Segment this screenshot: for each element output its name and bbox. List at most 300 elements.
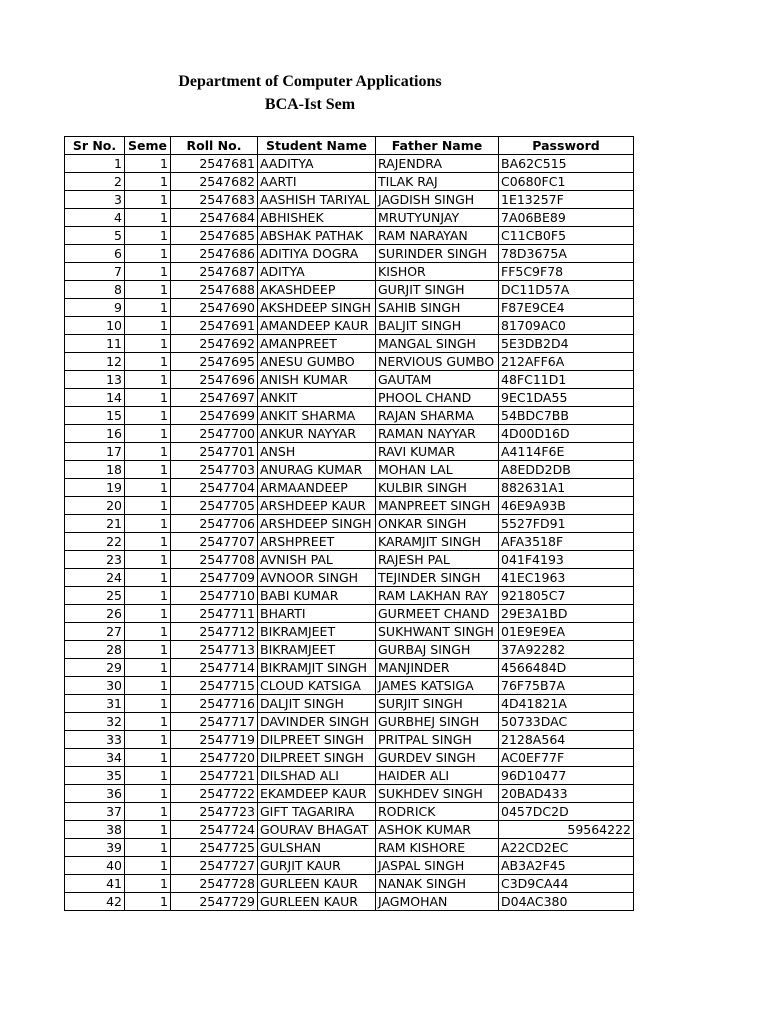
password-cell: 9EC1DA55 (499, 389, 634, 407)
father-name-cell: RAM NARAYAN (376, 227, 499, 245)
seme-cell: 1 (125, 749, 171, 767)
password-cell: 96D10477 (499, 767, 634, 785)
student-name-cell: AVNOOR SINGH (258, 569, 376, 587)
seme-cell: 1 (125, 353, 171, 371)
seme-cell: 1 (125, 335, 171, 353)
page-subtitle: BCA-Ist Sem (264, 96, 356, 113)
sr-no-cell: 11 (65, 335, 125, 353)
father-name-cell: TILAK RAJ (376, 173, 499, 191)
password-cell: 29E3A1BD (499, 605, 634, 623)
sr-no-cell: 20 (65, 497, 125, 515)
password-cell: FF5C9F78 (499, 263, 634, 281)
father-name-cell: RAVI KUMAR (376, 443, 499, 461)
seme-cell: 1 (125, 263, 171, 281)
sr-no-cell: 27 (65, 623, 125, 641)
student-name-cell: GULSHAN (258, 839, 376, 857)
password-cell: 78D3675A (499, 245, 634, 263)
roll-no-cell: 2547701 (171, 443, 258, 461)
roll-no-cell: 2547721 (171, 767, 258, 785)
student-name-cell: GURLEEN KAUR (258, 875, 376, 893)
father-name-cell: GURBAJ SINGH (376, 641, 499, 659)
sr-no-cell: 34 (65, 749, 125, 767)
roll-no-cell: 2547729 (171, 893, 258, 911)
roll-no-cell: 2547719 (171, 731, 258, 749)
father-name-cell: MANGAL SINGH (376, 335, 499, 353)
password-cell: 5527FD91 (499, 515, 634, 533)
sr-no-cell: 6 (65, 245, 125, 263)
student-name-cell: CLOUD KATSIGA (258, 677, 376, 695)
sr-no-cell: 10 (65, 317, 125, 335)
table-row (65, 173, 634, 191)
sr-no-cell: 1 (65, 155, 125, 173)
student-name-cell: ANSH (258, 443, 376, 461)
father-name-cell: TEJINDER SINGH (376, 569, 499, 587)
table-row (65, 767, 634, 785)
father-name-cell: SAHIB SINGH (376, 299, 499, 317)
roll-no-cell: 2547688 (171, 281, 258, 299)
table-row (65, 803, 634, 821)
sr-no-cell: 28 (65, 641, 125, 659)
seme-cell: 1 (125, 209, 171, 227)
roll-no-cell: 2547728 (171, 875, 258, 893)
password-cell: F87E9CE4 (499, 299, 634, 317)
seme-cell: 1 (125, 533, 171, 551)
password-cell: A4114F6E (499, 443, 634, 461)
student-name-cell: AMANPREET (258, 335, 376, 353)
password-cell: C0680FC1 (499, 173, 634, 191)
sr-no-cell: 24 (65, 569, 125, 587)
password-cell: 1E13257F (499, 191, 634, 209)
seme-cell: 1 (125, 695, 171, 713)
roll-no-cell: 2547703 (171, 461, 258, 479)
sr-no-cell: 5 (65, 227, 125, 245)
student-table (64, 136, 634, 911)
seme-cell: 1 (125, 317, 171, 335)
table-row (65, 785, 634, 803)
sr-no-cell: 37 (65, 803, 125, 821)
password-cell: 54BDC7BB (499, 407, 634, 425)
father-name-cell: KISHOR (376, 263, 499, 281)
father-name-cell: RAMAN NAYYAR (376, 425, 499, 443)
roll-no-cell: 2547713 (171, 641, 258, 659)
father-name-cell: GURJIT SINGH (376, 281, 499, 299)
father-name-cell: BALJIT SINGH (376, 317, 499, 335)
table-row (65, 605, 634, 623)
student-name-cell: DILPREET SINGH (258, 731, 376, 749)
father-name-cell: PHOOL CHAND (376, 389, 499, 407)
header-father-name: Father Name (376, 137, 499, 155)
table-row (65, 839, 634, 857)
roll-no-cell: 2547717 (171, 713, 258, 731)
sr-no-cell: 36 (65, 785, 125, 803)
seme-cell: 1 (125, 461, 171, 479)
seme-cell: 1 (125, 875, 171, 893)
table-row (65, 389, 634, 407)
seme-cell: 1 (125, 299, 171, 317)
student-name-cell: AKASHDEEP (258, 281, 376, 299)
table-body (65, 155, 634, 911)
student-name-cell: AADITYA (258, 155, 376, 173)
table-row (65, 227, 634, 245)
password-cell: 2128A564 (499, 731, 634, 749)
seme-cell: 1 (125, 821, 171, 839)
table-row (65, 155, 634, 173)
father-name-cell: NANAK SINGH (376, 875, 499, 893)
father-name-cell: RAM KISHORE (376, 839, 499, 857)
roll-no-cell: 2547727 (171, 857, 258, 875)
table-row (65, 191, 634, 209)
roll-no-cell: 2547712 (171, 623, 258, 641)
roll-no-cell: 2547704 (171, 479, 258, 497)
password-cell: 921805C7 (499, 587, 634, 605)
seme-cell: 1 (125, 281, 171, 299)
student-name-cell: ANKIT (258, 389, 376, 407)
header-roll-no: Roll No. (171, 137, 258, 155)
table-row (65, 857, 634, 875)
student-name-cell: ABSHAK PATHAK (258, 227, 376, 245)
father-name-cell: JAMES KATSIGA (376, 677, 499, 695)
roll-no-cell: 2547711 (171, 605, 258, 623)
password-cell: 0457DC2D (499, 803, 634, 821)
sr-no-cell: 15 (65, 407, 125, 425)
seme-cell: 1 (125, 731, 171, 749)
seme-cell: 1 (125, 497, 171, 515)
table-row (65, 569, 634, 587)
student-name-cell: BIKRAMJEET (258, 623, 376, 641)
table-row (65, 479, 634, 497)
sr-no-cell: 2 (65, 173, 125, 191)
father-name-cell: KARAMJIT SINGH (376, 533, 499, 551)
student-name-cell: ARMAANDEEP (258, 479, 376, 497)
roll-no-cell: 2547724 (171, 821, 258, 839)
father-name-cell: MRUTYUNJAY (376, 209, 499, 227)
father-name-cell: HAIDER ALI (376, 767, 499, 785)
roll-no-cell: 2547686 (171, 245, 258, 263)
password-cell: 882631A1 (499, 479, 634, 497)
father-name-cell: RAM LAKHAN RAY (376, 587, 499, 605)
password-cell: DC11D57A (499, 281, 634, 299)
student-name-cell: ADITYA (258, 263, 376, 281)
seme-cell: 1 (125, 767, 171, 785)
roll-no-cell: 2547695 (171, 353, 258, 371)
sr-no-cell: 25 (65, 587, 125, 605)
table-row (65, 281, 634, 299)
father-name-cell: PRITPAL SINGH (376, 731, 499, 749)
password-cell: C3D9CA44 (499, 875, 634, 893)
sr-no-cell: 38 (65, 821, 125, 839)
father-name-cell: NERVIOUS GUMBO (376, 353, 499, 371)
password-cell: A8EDD2DB (499, 461, 634, 479)
father-name-cell: GURBHEJ SINGH (376, 713, 499, 731)
father-name-cell: MOHAN LAL (376, 461, 499, 479)
password-cell: 041F4193 (499, 551, 634, 569)
seme-cell: 1 (125, 425, 171, 443)
sr-no-cell: 3 (65, 191, 125, 209)
student-name-cell: DILSHAD ALI (258, 767, 376, 785)
seme-cell: 1 (125, 893, 171, 911)
table-row (65, 353, 634, 371)
roll-no-cell: 2547709 (171, 569, 258, 587)
password-cell: 4566484D (499, 659, 634, 677)
father-name-cell: SURINDER SINGH (376, 245, 499, 263)
father-name-cell: RAJESH PAL (376, 551, 499, 569)
seme-cell: 1 (125, 605, 171, 623)
father-name-cell: JAGDISH SINGH (376, 191, 499, 209)
sr-no-cell: 14 (65, 389, 125, 407)
roll-no-cell: 2547691 (171, 317, 258, 335)
table-row (65, 821, 634, 839)
table-row (65, 371, 634, 389)
sr-no-cell: 33 (65, 731, 125, 749)
seme-cell: 1 (125, 407, 171, 425)
table-row (65, 641, 634, 659)
seme-cell: 1 (125, 479, 171, 497)
table-row (65, 695, 634, 713)
roll-no-cell: 2547687 (171, 263, 258, 281)
password-cell: C11CB0F5 (499, 227, 634, 245)
password-cell: AC0EF77F (499, 749, 634, 767)
seme-cell: 1 (125, 173, 171, 191)
student-name-cell: DILPREET SINGH (258, 749, 376, 767)
table-row (65, 263, 634, 281)
seme-cell: 1 (125, 371, 171, 389)
table-row (65, 749, 634, 767)
table-row (65, 551, 634, 569)
student-name-cell: GIFT TAGARIRA (258, 803, 376, 821)
father-name-cell: MANJINDER (376, 659, 499, 677)
father-name-cell: SUKHDEV SINGH (376, 785, 499, 803)
header-password: Password (499, 137, 634, 155)
password-cell: 59564222 (499, 821, 634, 839)
roll-no-cell: 2547716 (171, 695, 258, 713)
sr-no-cell: 16 (65, 425, 125, 443)
sr-no-cell: 9 (65, 299, 125, 317)
table-row (65, 533, 634, 551)
father-name-cell: SURJIT SINGH (376, 695, 499, 713)
student-name-cell: AVNISH PAL (258, 551, 376, 569)
student-name-cell: BHARTI (258, 605, 376, 623)
roll-no-cell: 2547696 (171, 371, 258, 389)
sr-no-cell: 12 (65, 353, 125, 371)
seme-cell: 1 (125, 155, 171, 173)
father-name-cell: SUKHWANT SINGH (376, 623, 499, 641)
password-cell: 46E9A93B (499, 497, 634, 515)
sr-no-cell: 32 (65, 713, 125, 731)
header-seme: Seme (125, 137, 171, 155)
sr-no-cell: 23 (65, 551, 125, 569)
seme-cell: 1 (125, 227, 171, 245)
roll-no-cell: 2547714 (171, 659, 258, 677)
seme-cell: 1 (125, 389, 171, 407)
seme-cell: 1 (125, 515, 171, 533)
table-row (65, 335, 634, 353)
father-name-cell: RODRICK (376, 803, 499, 821)
roll-no-cell: 2547707 (171, 533, 258, 551)
seme-cell: 1 (125, 785, 171, 803)
student-name-cell: GURJIT KAUR (258, 857, 376, 875)
sr-no-cell: 8 (65, 281, 125, 299)
page-title: Department of Computer Applications (178, 73, 442, 90)
father-name-cell: RAJAN SHARMA (376, 407, 499, 425)
father-name-cell: JAGMOHAN (376, 893, 499, 911)
password-cell: 48FC11D1 (499, 371, 634, 389)
student-name-cell: ARSHDEEP KAUR (258, 497, 376, 515)
sr-no-cell: 31 (65, 695, 125, 713)
table-row (65, 317, 634, 335)
sr-no-cell: 35 (65, 767, 125, 785)
table-row (65, 245, 634, 263)
table-row (65, 677, 634, 695)
seme-cell: 1 (125, 623, 171, 641)
table-row (65, 497, 634, 515)
password-cell: 41EC1963 (499, 569, 634, 587)
father-name-cell: GURMEET CHAND (376, 605, 499, 623)
sr-no-cell: 19 (65, 479, 125, 497)
student-name-cell: EKAMDEEP KAUR (258, 785, 376, 803)
table-row (65, 461, 634, 479)
student-name-cell: ANISH KUMAR (258, 371, 376, 389)
roll-no-cell: 2547685 (171, 227, 258, 245)
table-row (65, 425, 634, 443)
sr-no-cell: 7 (65, 263, 125, 281)
roll-no-cell: 2547725 (171, 839, 258, 857)
father-name-cell: RAJENDRA (376, 155, 499, 173)
student-name-cell: BIKRAMJIT SINGH (258, 659, 376, 677)
password-cell: D04AC380 (499, 893, 634, 911)
table-row (65, 713, 634, 731)
student-name-cell: ARSHDEEP SINGH (258, 515, 376, 533)
roll-no-cell: 2547684 (171, 209, 258, 227)
sr-no-cell: 18 (65, 461, 125, 479)
password-cell: AFA3518F (499, 533, 634, 551)
table-row (65, 623, 634, 641)
roll-no-cell: 2547700 (171, 425, 258, 443)
table-row (65, 731, 634, 749)
seme-cell: 1 (125, 587, 171, 605)
student-name-cell: AKSHDEEP SINGH (258, 299, 376, 317)
seme-cell: 1 (125, 551, 171, 569)
roll-no-cell: 2547720 (171, 749, 258, 767)
father-name-cell: JASPAL SINGH (376, 857, 499, 875)
sr-no-cell: 22 (65, 533, 125, 551)
roll-no-cell: 2547690 (171, 299, 258, 317)
table-row (65, 515, 634, 533)
roll-no-cell: 2547705 (171, 497, 258, 515)
seme-cell: 1 (125, 443, 171, 461)
seme-cell: 1 (125, 641, 171, 659)
seme-cell: 1 (125, 839, 171, 857)
student-name-cell: AMANDEEP KAUR (258, 317, 376, 335)
password-cell: 01E9E9EA (499, 623, 634, 641)
seme-cell: 1 (125, 803, 171, 821)
sr-no-cell: 30 (65, 677, 125, 695)
roll-no-cell: 2547715 (171, 677, 258, 695)
table-row (65, 443, 634, 461)
roll-no-cell: 2547697 (171, 389, 258, 407)
seme-cell: 1 (125, 569, 171, 587)
sr-no-cell: 40 (65, 857, 125, 875)
sr-no-cell: 4 (65, 209, 125, 227)
password-cell: AB3A2F45 (499, 857, 634, 875)
seme-cell: 1 (125, 191, 171, 209)
password-cell: 76F75B7A (499, 677, 634, 695)
table-row (65, 893, 634, 911)
student-name-cell: ARSHPREET (258, 533, 376, 551)
father-name-cell: ASHOK KUMAR (376, 821, 499, 839)
student-name-cell: BIKRAMJEET (258, 641, 376, 659)
student-name-cell: GOURAV BHAGAT (258, 821, 376, 839)
roll-no-cell: 2547722 (171, 785, 258, 803)
student-name-cell: ADITIYA DOGRA (258, 245, 376, 263)
password-cell: 5E3DB2D4 (499, 335, 634, 353)
student-name-cell: ANKUR NAYYAR (258, 425, 376, 443)
sr-no-cell: 29 (65, 659, 125, 677)
roll-no-cell: 2547723 (171, 803, 258, 821)
seme-cell: 1 (125, 857, 171, 875)
student-name-cell: GURLEEN KAUR (258, 893, 376, 911)
table-row (65, 587, 634, 605)
roll-no-cell: 2547681 (171, 155, 258, 173)
password-cell: 50733DAC (499, 713, 634, 731)
seme-cell: 1 (125, 245, 171, 263)
password-cell: A22CD2EC (499, 839, 634, 857)
table-row (65, 659, 634, 677)
password-cell: 20BAD433 (499, 785, 634, 803)
student-name-cell: BABI KUMAR (258, 587, 376, 605)
header-sr-no: Sr No. (65, 137, 125, 155)
roll-no-cell: 2547682 (171, 173, 258, 191)
father-name-cell: ONKAR SINGH (376, 515, 499, 533)
father-name-cell: KULBIR SINGH (376, 479, 499, 497)
table-row (65, 209, 634, 227)
header-student-name: Student Name (258, 137, 376, 155)
password-cell: 4D41821A (499, 695, 634, 713)
sr-no-cell: 21 (65, 515, 125, 533)
student-name-cell: ANKIT SHARMA (258, 407, 376, 425)
student-name-cell: AASHISH TARIYAL (258, 191, 376, 209)
password-cell: 212AFF6A (499, 353, 634, 371)
student-name-cell: ANURAG KUMAR (258, 461, 376, 479)
student-name-cell: DALJIT SINGH (258, 695, 376, 713)
student-name-cell: DAVINDER SINGH (258, 713, 376, 731)
password-cell: 4D00D16D (499, 425, 634, 443)
password-cell: 7A06BE89 (499, 209, 634, 227)
father-name-cell: MANPREET SINGH (376, 497, 499, 515)
sr-no-cell: 41 (65, 875, 125, 893)
seme-cell: 1 (125, 659, 171, 677)
table-header-row (65, 137, 634, 155)
seme-cell: 1 (125, 713, 171, 731)
roll-no-cell: 2547683 (171, 191, 258, 209)
student-name-cell: ABHISHEK (258, 209, 376, 227)
roll-no-cell: 2547706 (171, 515, 258, 533)
table-row (65, 875, 634, 893)
father-name-cell: GAUTAM (376, 371, 499, 389)
seme-cell: 1 (125, 677, 171, 695)
table-row (65, 407, 634, 425)
father-name-cell: GURDEV SINGH (376, 749, 499, 767)
password-cell: BA62C515 (499, 155, 634, 173)
sr-no-cell: 13 (65, 371, 125, 389)
sr-no-cell: 26 (65, 605, 125, 623)
password-cell: 81709AC0 (499, 317, 634, 335)
roll-no-cell: 2547699 (171, 407, 258, 425)
student-name-cell: ANESU GUMBO (258, 353, 376, 371)
password-cell: 37A92282 (499, 641, 634, 659)
sr-no-cell: 39 (65, 839, 125, 857)
table-row (65, 299, 634, 317)
roll-no-cell: 2547710 (171, 587, 258, 605)
